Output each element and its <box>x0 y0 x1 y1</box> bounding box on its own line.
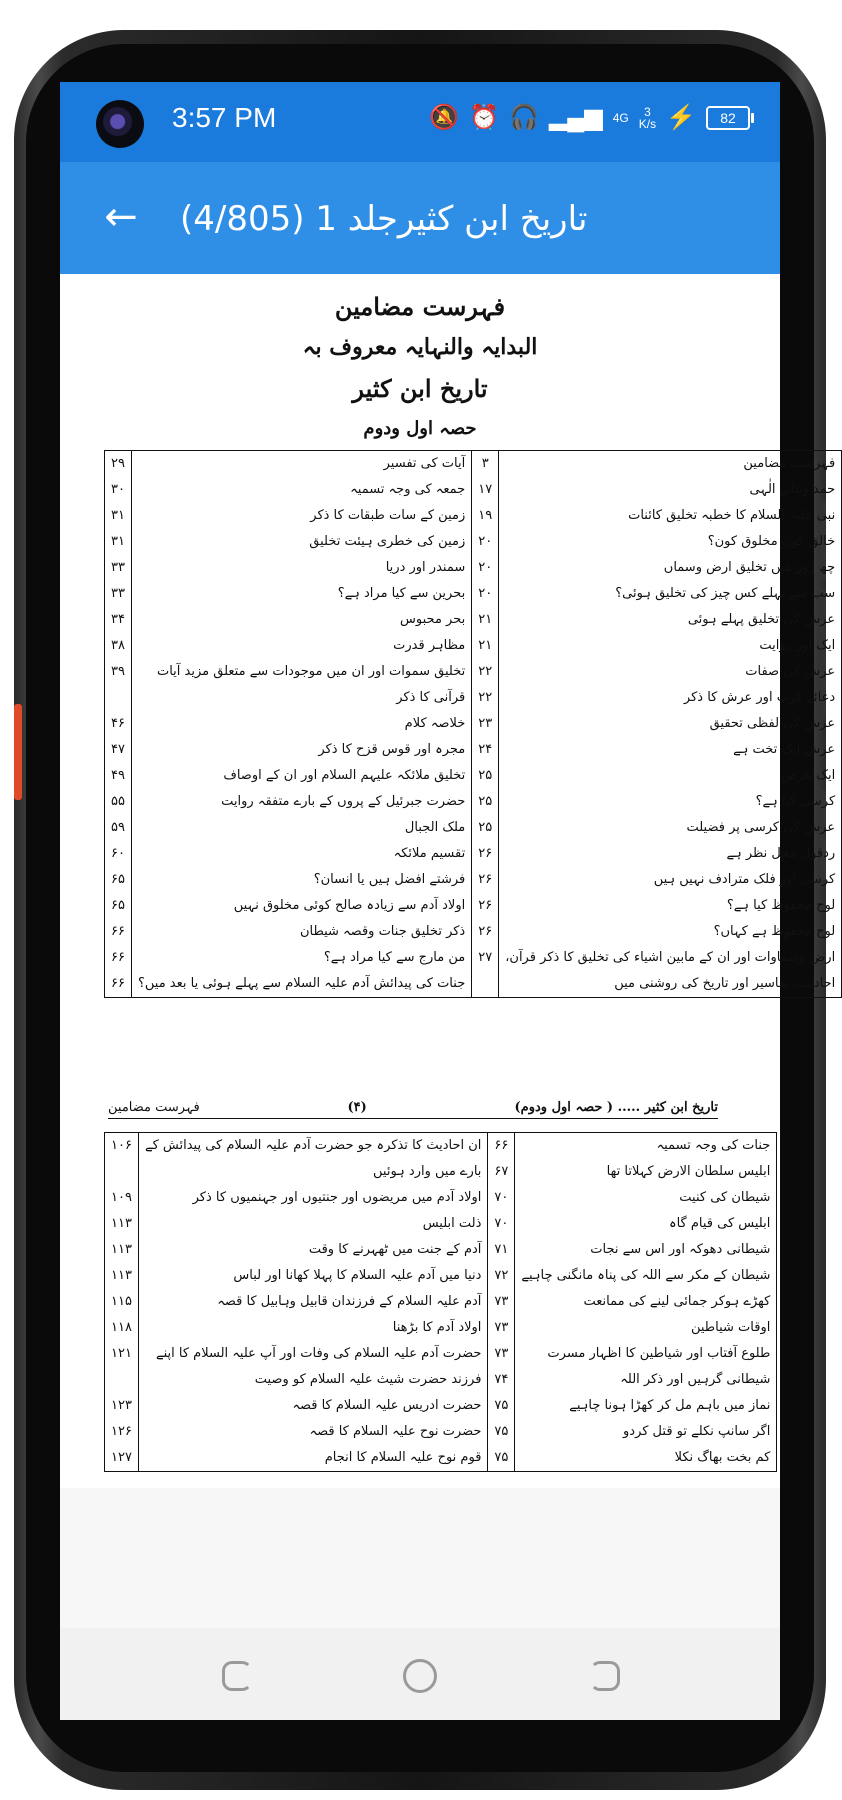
toc-entry-title: فہرست مضامین <box>499 451 842 478</box>
toc-page-number: ۶۶ <box>105 971 132 998</box>
toc-entry-title: ایک اور روایت <box>499 633 842 659</box>
toc-page-number: ۱۱۳ <box>105 1263 139 1289</box>
toc-page-number: ۳۹ <box>105 659 132 685</box>
toc-entry-title: زمین کی خطری ہیئت تخلیق <box>131 529 471 555</box>
toc-table-2 <box>104 1132 777 1472</box>
toc-entry-title: جنات کی پیدائش آدم علیہ السلام سے پہلے ہوئی یا بعد میں؟ <box>131 971 471 998</box>
toc-entry-title: عرش کی تخلیق پہلے ہوئی <box>499 607 842 633</box>
toc-page-number: ۶۷ <box>488 1159 515 1185</box>
toc-page-number: ۲۶ <box>472 867 499 893</box>
toc-page-number: ۱۲۱ <box>105 1341 139 1367</box>
battery-level: 82 <box>706 106 750 130</box>
toc-page-number: ۳۰ <box>105 477 132 503</box>
page-heading: فہرست مضامین <box>334 292 506 321</box>
toc-entry-title: جنات کی وجہ تسمیہ <box>515 1133 777 1160</box>
toc-entry-title: آدم کے جنت میں ٹھہرنے کا وقت <box>138 1237 487 1263</box>
toc-entry-title: زمین کے سات طبقات کا ذکر <box>131 503 471 529</box>
page-subtitle-2: تاریخ ابن کثیر <box>352 374 488 403</box>
toc-entry-title: شیطانی دھوکہ اور اس سے نجات <box>515 1237 777 1263</box>
toc-entry-title: جمعہ کی وجہ تسمیہ <box>131 477 471 503</box>
toc-entry-title: نبی علیہ السلام کا خطبہ تخلیق کائنات <box>499 503 842 529</box>
toc-page-number: ۲۶ <box>472 841 499 867</box>
toc-page-number: ۱۲۳ <box>105 1393 139 1419</box>
toc-page-number: ۲۴ <box>472 737 499 763</box>
toc-entry-title: تخلیق سموات اور ان میں موجودات سے متعلق مزید آیات <box>131 659 471 685</box>
toc-entry-title: ان احادیث کا تذکرہ جو حضرت آدم علیہ السلام کی پیدائش کے <box>138 1133 487 1160</box>
toc-page-number: ۶۶ <box>105 945 132 971</box>
toc-row <box>105 1367 777 1393</box>
toc-row <box>105 1393 777 1419</box>
toc-row <box>105 1445 777 1472</box>
toc-page-number: ۷۵ <box>488 1445 515 1472</box>
toc-row <box>105 451 842 478</box>
toc-page-number <box>105 1159 139 1185</box>
toc-entry-title: شیطانی گرہیں اور ذکر اللہ <box>515 1367 777 1393</box>
toc-row <box>105 945 842 971</box>
toc-page-number: ۲۰ <box>472 555 499 581</box>
toc-page-number: ۷۰ <box>488 1211 515 1237</box>
toc-entry-title: قرآنی کا ذکر <box>131 685 471 711</box>
data-speed <box>639 106 656 130</box>
toc-row <box>105 1419 777 1445</box>
toc-entry-title: شیطان کی کنیت <box>515 1185 777 1211</box>
status-icons <box>429 104 750 132</box>
toc-page-number: ۵۵ <box>105 789 132 815</box>
toc-entry-title: ارض وسماوات اور ان کے مابین اشیاء کی تخلیق کا ذکر قرآن، <box>499 945 842 971</box>
toc-page-number: ۲۹ <box>105 451 132 478</box>
toc-row <box>105 529 842 555</box>
toc-entry-title: سب سے پہلے کس چیز کی تخلیق ہوئی؟ <box>499 581 842 607</box>
toc-row <box>105 815 842 841</box>
toc-page-number: ۲۵ <box>472 815 499 841</box>
screen <box>60 82 836 1720</box>
toc-entry-title: عرش کی کرسی پر فضیلت <box>499 815 842 841</box>
page2-header-left: فہرست مضامین <box>108 1099 200 1115</box>
home-icon[interactable] <box>403 1659 437 1693</box>
toc-entry-title: مجرہ اور قوس قزح کا ذکر <box>131 737 471 763</box>
toc-page-number: ۲۳ <box>472 711 499 737</box>
toc-page-number: ۲۵ <box>472 789 499 815</box>
data-speed-unit: K/s <box>638 117 657 131</box>
toc-page-number: ۲۱ <box>472 633 499 659</box>
toc-page-number: ۷۴ <box>488 1367 515 1393</box>
toc-entry-title: طلوع آفتاب اور شیاطین کا اظہار مسرت <box>515 1341 777 1367</box>
toc-row <box>105 659 842 685</box>
toc-page-number: ۷۱ <box>488 1237 515 1263</box>
toc-page-number: ۲۶ <box>472 893 499 919</box>
toc-entry-title: سمندر اور دریا <box>131 555 471 581</box>
toc-row <box>105 789 842 815</box>
toc-row <box>105 1237 777 1263</box>
page-subtitle-1: البدایہ والنہایہ معروف بہ <box>302 334 538 360</box>
back-nav-icon[interactable] <box>590 1661 620 1691</box>
alarm-icon: ⏰ <box>469 104 499 131</box>
toc-entry-title: اولاد آدم میں مریضوں اور جنتیوں اور جہنمیوں کا ذکر <box>138 1185 487 1211</box>
toc-row <box>105 503 842 529</box>
toc-entry-title: شیطان کے مکر سے اللہ کی پناہ مانگنی چاہیے <box>515 1263 777 1289</box>
toc-entry-title: بارے میں وارد ہوئیں <box>138 1159 487 1185</box>
signal-icon: ▂▄▆ <box>548 104 603 131</box>
page2-header-right: تاریخ ابن کثیر ..... ( حصہ اول ودوم) <box>514 1099 718 1115</box>
toc-page-number: ۱۱۳ <box>105 1237 139 1263</box>
toc-page-number: ۳۸ <box>105 633 132 659</box>
toc-entry-title: فرشتے افضل ہیں یا انسان؟ <box>131 867 471 893</box>
toc-row <box>105 633 842 659</box>
toc-page-number: ۳۳ <box>105 555 132 581</box>
toc-page-number: ۷۵ <box>488 1393 515 1419</box>
toc-entry-title: لوح محفوظ کیا ہے؟ <box>499 893 842 919</box>
toc-page-number: ۶۵ <box>105 893 132 919</box>
toc-page-number <box>472 971 499 998</box>
toc-page-number: ۴۹ <box>105 763 132 789</box>
toc-entry-title: کم بخت بھاگ نکلا <box>515 1445 777 1472</box>
toc-entry-title: کھڑے ہوکر جمائی لینے کی ممانعت <box>515 1289 777 1315</box>
toc-page-number: ۲۵ <box>472 763 499 789</box>
toc-entry-title: ذکر تخلیق جنات وقصہ شیطان <box>131 919 471 945</box>
mute-icon: 🔕 <box>429 104 460 131</box>
app-bar <box>60 162 780 274</box>
toc-row <box>105 1263 777 1289</box>
toc-entry-title: آیات کی تفسیر <box>131 451 471 478</box>
toc-entry-title: عرش ایک تخت ہے <box>499 737 842 763</box>
toc-entry-title: دعائے کرب اور عرش کا ذکر <box>499 685 842 711</box>
toc-page-number: ۱۷ <box>472 477 499 503</box>
toc-page-number: ۷۵ <box>488 1419 515 1445</box>
toc-page-number: ۷۳ <box>488 1315 515 1341</box>
page2-number: (۴) <box>347 1099 367 1115</box>
toc-entry-title: کرسی کیا ہے؟ <box>499 789 842 815</box>
toc-page-number: ۶۶ <box>105 919 132 945</box>
arrow-left-icon[interactable]: ← <box>104 194 138 240</box>
page-subtitle-3: حصہ اول ودوم <box>363 418 477 439</box>
toc-row <box>105 477 842 503</box>
toc-page-number: ۲۰ <box>472 529 499 555</box>
toc-row <box>105 1315 777 1341</box>
toc-entry-title: تقسیم ملائکہ <box>131 841 471 867</box>
toc-page-number: ۳۱ <box>105 503 132 529</box>
toc-page-number: ۷۳ <box>488 1341 515 1367</box>
toc-entry-title: خالق کون مخلوق کون؟ <box>499 529 842 555</box>
toc-page-number: ۶۶ <box>488 1133 515 1160</box>
toc-entry-title: خلاصہ کلام <box>131 711 471 737</box>
toc-row <box>105 685 842 711</box>
toc-page-number: ۱۹ <box>472 503 499 529</box>
toc-entry-title: حضرت ادریس علیہ السلام کا قصہ <box>138 1393 487 1419</box>
charging-icon: ⚡ <box>666 104 696 131</box>
viewer-footer-area <box>60 1488 780 1628</box>
toc-page-number: ۱۱۸ <box>105 1315 139 1341</box>
network-type: 4G <box>612 111 629 125</box>
toc-entry-title: مظاہر قدرت <box>131 633 471 659</box>
toc-entry-title: نماز میں باہم مل کر کھڑا ہونا چاہیے <box>515 1393 777 1419</box>
toc-row <box>105 893 842 919</box>
book-title: تاریخ ابن کثیرجلد 1 (4/805) <box>180 199 588 239</box>
toc-page-number: ۳۳ <box>105 581 132 607</box>
toc-page-number: ۱۱۳ <box>105 1211 139 1237</box>
toc-row <box>105 737 842 763</box>
toc-entry-title: ابلیس کی قیام گاہ <box>515 1211 777 1237</box>
toc-page-number: ۲۶ <box>472 919 499 945</box>
toc-entry-title: حضرت نوح علیہ السلام کا قصہ <box>138 1419 487 1445</box>
toc-entry-title: حمد وثنائے الٰہی <box>499 477 842 503</box>
toc-entry-title: فرزند حضرت شیث علیہ السلام کو وصیت <box>138 1367 487 1393</box>
toc-page-number: ۷۳ <box>488 1289 515 1315</box>
toc-row <box>105 1289 777 1315</box>
page-viewer[interactable] <box>60 274 836 1488</box>
toc-entry-title: ردقول محل نظر ہے <box>499 841 842 867</box>
toc-page-number: ۵۹ <box>105 815 132 841</box>
toc-row <box>105 763 842 789</box>
toc-table-1 <box>104 450 842 998</box>
toc-entry-title: ابلیس سلطان الارض کہلاتا تھا <box>515 1159 777 1185</box>
toc-page-number: ۲۰ <box>472 581 499 607</box>
toc-entry-title: ذلت ابلیس <box>138 1211 487 1237</box>
toc-page-number: ۱۲۶ <box>105 1419 139 1445</box>
toc-entry-title: قوم نوح علیہ السلام کا انجام <box>138 1445 487 1472</box>
navigation-bar <box>60 1628 780 1720</box>
toc-page-number: ۳ <box>472 451 499 478</box>
toc-page-number: ۳۱ <box>105 529 132 555</box>
toc-page-number: ۱۰۶ <box>105 1133 139 1160</box>
toc-entry-title: تخلیق ملائکہ علیہم السلام اور ان کے اوصاف <box>131 763 471 789</box>
toc-entry-title: بحرین سے کیا مراد ہے؟ <box>131 581 471 607</box>
toc-entry-title: کرسی اور فلک مترادف نہیں ہیں <box>499 867 842 893</box>
toc-entry-title: حضرت آدم علیہ السلام کی وفات اور آپ علیہ السلام کا اپنے <box>138 1341 487 1367</box>
toc-entry-title: لوح محفوظ ہے کہاں؟ <box>499 919 842 945</box>
toc-page-number: ۱۱۵ <box>105 1289 139 1315</box>
toc-entry-title: اگر سانپ نکلے تو قتل کردو <box>515 1419 777 1445</box>
toc-row <box>105 555 842 581</box>
toc-row <box>105 1159 777 1185</box>
toc-row <box>105 1341 777 1367</box>
toc-entry-title: اولاد آدم کا بڑھنا <box>138 1315 487 1341</box>
toc-entry-title: چھ روز میں تخلیق ارض وسماں <box>499 555 842 581</box>
toc-row <box>105 867 842 893</box>
headset-icon: 🎧 <box>508 104 539 131</box>
status-time: 3:57 PM <box>172 102 277 133</box>
toc-row <box>105 919 842 945</box>
toc-entry-title: عرش کی صفات <box>499 659 842 685</box>
toc-entry-title: احادیث، تفاسیر اور تاریخ کی روشنی میں <box>499 971 842 998</box>
toc-row <box>105 581 842 607</box>
toc-page-number <box>105 685 132 711</box>
toc-page-number: ۲۲ <box>472 659 499 685</box>
toc-page-number: ۲۲ <box>472 685 499 711</box>
data-speed-value: 3 <box>644 105 651 119</box>
toc-row <box>105 1185 777 1211</box>
toc-row <box>105 607 842 633</box>
toc-page-number: ۳۴ <box>105 607 132 633</box>
toc-entry-title: عرش کی لفظی تحقیق <box>499 711 842 737</box>
toc-page-number: ۱۲۷ <box>105 1445 139 1472</box>
toc-entry-title: آدم علیہ السلام کے فرزندان قابیل وہابیل کا قصہ <box>138 1289 487 1315</box>
recent-apps-icon[interactable] <box>222 1661 252 1691</box>
toc-page-number: ۶۰ <box>105 841 132 867</box>
toc-entry-title: ملک الجبال <box>131 815 471 841</box>
toc-page-number: ۲۱ <box>472 607 499 633</box>
toc-row <box>105 971 842 998</box>
toc-page-number: ۱۰۹ <box>105 1185 139 1211</box>
toc-entry-title: دنیا میں آدم علیہ السلام کا پہلا کھانا اور لباس <box>138 1263 487 1289</box>
front-camera <box>96 100 144 148</box>
status-bar <box>60 82 780 162</box>
toc-entry-title: اولاد آدم سے زیادہ صالح کوئی مخلوق نہیں <box>131 893 471 919</box>
toc-row <box>105 1133 777 1160</box>
toc-entry-title: اوقات شیاطین <box>515 1315 777 1341</box>
toc-page-number: ۲۷ <box>472 945 499 971</box>
toc-page-number: ۷۰ <box>488 1185 515 1211</box>
toc-row <box>105 1211 777 1237</box>
toc-page-number: ۶۵ <box>105 867 132 893</box>
page2-header <box>108 1096 718 1119</box>
toc-page-number <box>105 1367 139 1393</box>
toc-row <box>105 711 842 737</box>
toc-row <box>105 841 842 867</box>
toc-page-number: ۷۲ <box>488 1263 515 1289</box>
side-red-button[interactable] <box>14 704 22 800</box>
toc-page-number: ۴۷ <box>105 737 132 763</box>
toc-entry-title: من مارج سے کیا مراد ہے؟ <box>131 945 471 971</box>
toc-entry-title: حضرت جبرئیل کے پروں کے بارے متفقہ روایت <box>131 789 471 815</box>
toc-entry-title: ایک عرض <box>499 763 842 789</box>
toc-entry-title: بحر محبوس <box>131 607 471 633</box>
toc-page-number: ۴۶ <box>105 711 132 737</box>
